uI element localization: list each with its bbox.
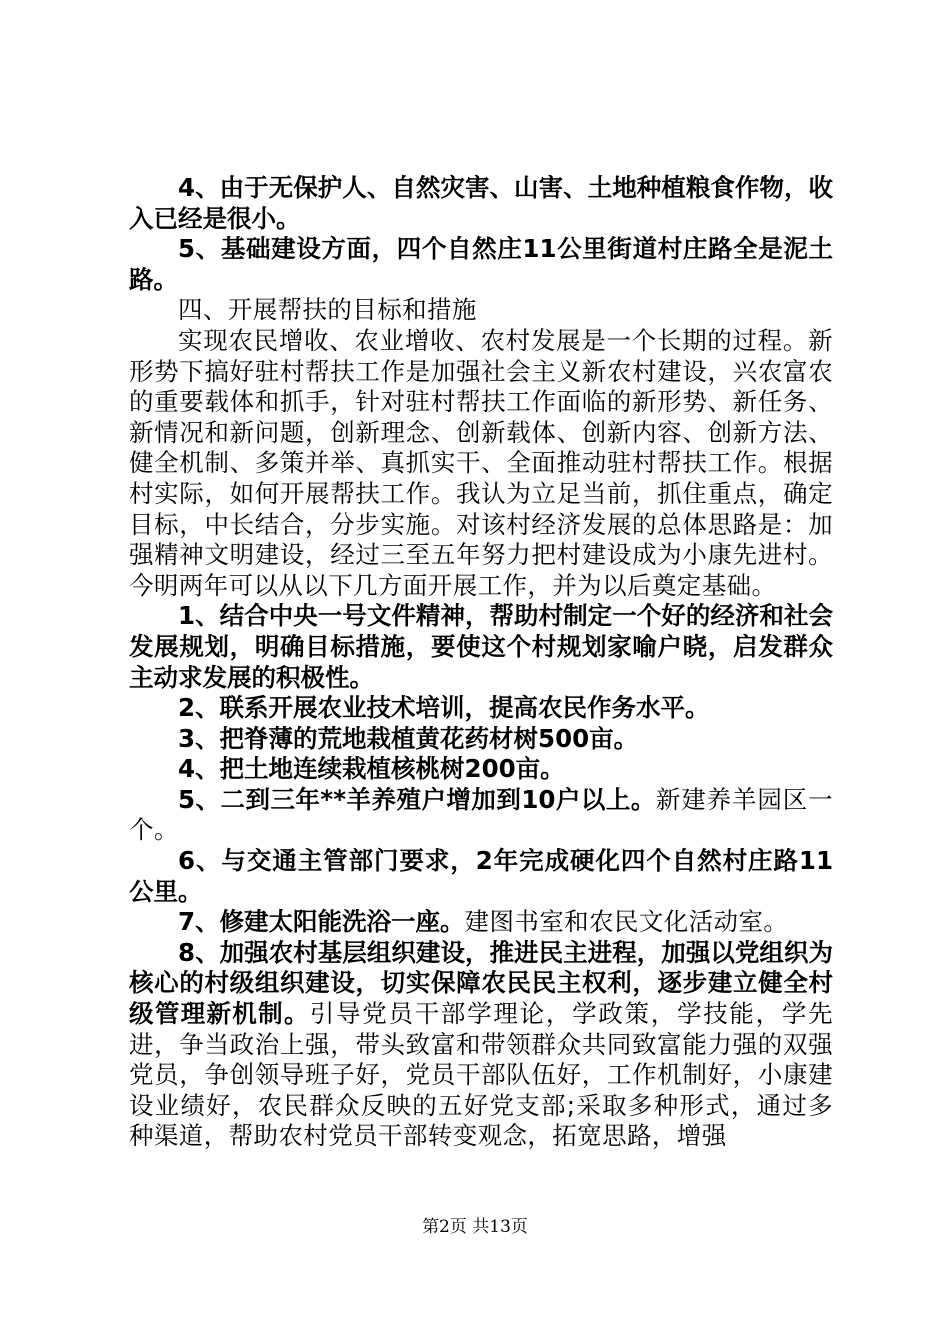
paragraph-text: 4、由于无保护人、自然灾害、山害、土地种植粮食作物，收入已经是很小。 xyxy=(129,173,833,233)
paragraph-intro xyxy=(129,326,833,601)
paragraph-text: 3、把脊薄的荒地栽植黄花药材树500亩。 xyxy=(178,723,639,753)
measure-item-5 xyxy=(129,785,833,846)
measure-item-6 xyxy=(129,846,833,907)
paragraph-text: 5、基础建设方面，四个自然庄11公里街道村庄路全是泥土路。 xyxy=(129,234,833,294)
measure-item-1 xyxy=(129,601,833,693)
measure-item-4 xyxy=(129,754,833,785)
measure-item-7 xyxy=(129,907,833,938)
section-heading-text: 四、开展帮扶的目标和措施 xyxy=(178,295,477,325)
section-heading xyxy=(129,295,833,326)
paragraph-text: 6、与交通主管部门要求，2年完成硬化四个自然村庄路11公里。 xyxy=(129,846,833,906)
paragraph-text: 实现农民增收、农业增收、农村发展是一个长期的过程。新形势下搞好驻村帮扶工作是加强社会主义新农村建设，兴农富农的重要载体和抓手，针对驻村帮扶工作面临的新形势、新任务、新情况和新问题，创新理念、创新载体、创新内容、创新方法、健全机制、多策并举、真抓实干、全面推动驻村帮扶工作。根据村实际，如何开展帮扶工作。我认为立足当前，抓住重点，确定目标，中长结合，分步实施。对该村经济发展的总体思路是：加强精神文明建设，经过三至五年努力把村建设成为小康先进村。今明两年可以从以下几方面开展工作，并为以后奠定基础。 xyxy=(129,325,833,600)
paragraph-text: 7、修建太阳能洗浴一座。 xyxy=(178,907,465,937)
page-footer xyxy=(0,1216,950,1238)
measure-item-2 xyxy=(129,693,833,724)
paragraph-text: 1、结合中央一号文件精神，帮助村制定一个好的经济和社会发展规划，明确目标措施，要使这个村规划家喻户晓，启发群众主动求发展的积极性。 xyxy=(129,601,833,692)
page-number-label: 第2页 共13页 xyxy=(422,1217,528,1237)
paragraph-item-5 xyxy=(129,234,833,295)
document-body xyxy=(129,173,833,1152)
paragraph-text: 2、联系开展农业技术培训，提高农民作务水平。 xyxy=(178,693,710,723)
measure-item-8 xyxy=(129,938,833,1152)
paragraph-text: 4、把土地连续栽植核桃树200亩。 xyxy=(178,754,565,784)
measure-item-3 xyxy=(129,724,833,755)
paragraph-tail-text: 建图书室和农民文化活动室。 xyxy=(464,907,789,937)
paragraph-text: 8、加强农村基层组织建设，推进民主进程，加强以党组织为核心的村级组织建设，切实保障农民民主权利，逐步建立健全村级管理新机制。 xyxy=(129,937,833,1029)
paragraph-text: 5、二到三年**羊养殖户增加到10户以上。 xyxy=(178,784,656,814)
paragraph-tail-text: 新建养羊园区一个。 xyxy=(129,784,833,845)
paragraph-tail-text: 引导党员干部学理论，学政策，学技能，学先进，争当政治上强，带头致富和带领群众共同致富能力强的双强党员，争创领导班子好，党员干部队伍好，工作机制好，小康建设业绩好，农民群众反映的五好党支部;采取多种形式，通过多种渠道，帮助农村党员干部转变观念，拓宽思路，增强 xyxy=(129,999,834,1151)
paragraph-item-4 xyxy=(129,173,833,234)
